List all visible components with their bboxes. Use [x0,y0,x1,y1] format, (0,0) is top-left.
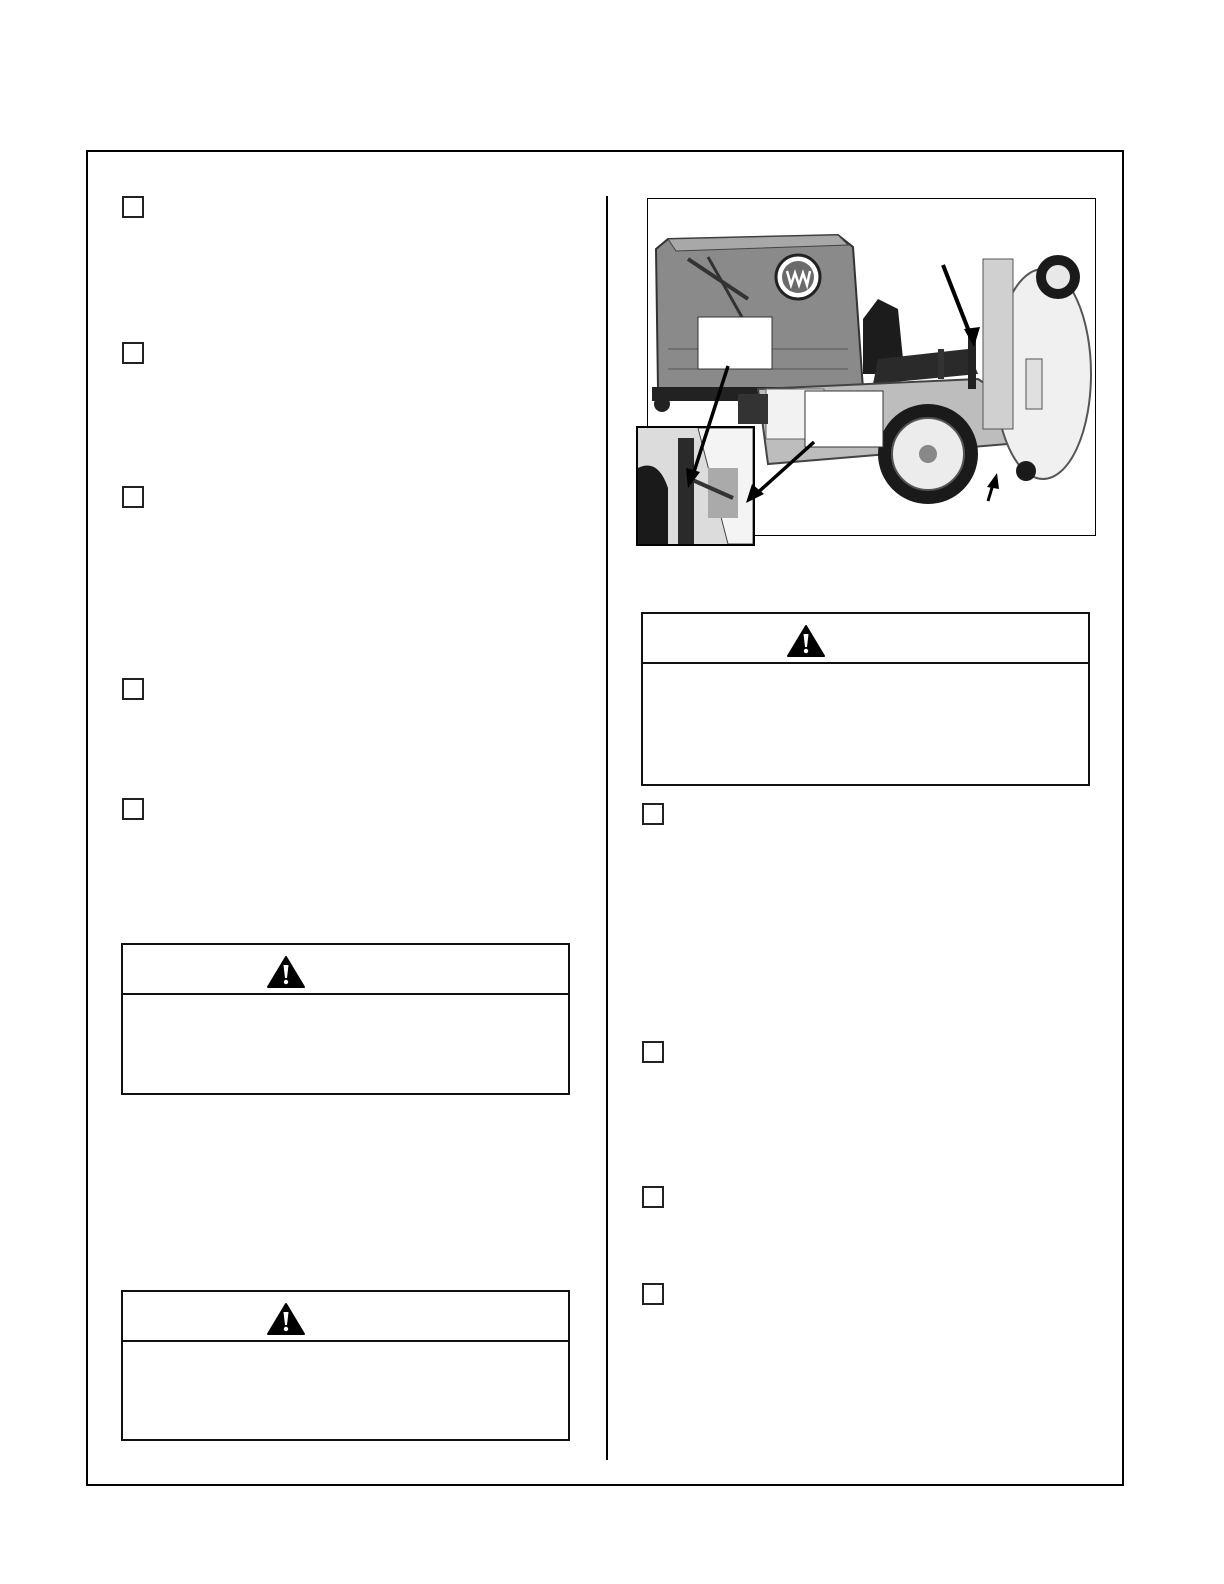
brand-logo-icon [776,255,820,299]
step-checkbox-5[interactable] [122,798,144,820]
callout-arrows [636,360,836,540]
column-divider [606,196,608,1460]
step-checkbox-9[interactable] [642,1283,664,1305]
warning-box-header [643,614,1088,664]
warning-triangle-icon [786,624,826,658]
warning-box-3 [641,612,1090,786]
step-checkbox-2[interactable] [122,342,144,364]
warning-triangle-icon [266,1302,306,1336]
step-checkbox-1[interactable] [122,196,144,218]
warning-box-1 [121,943,570,1095]
warning-box-header [123,945,568,995]
step-checkbox-7[interactable] [642,1041,664,1063]
warning-triangle-icon [266,955,306,989]
step-checkbox-4[interactable] [122,678,144,700]
step-checkbox-3[interactable] [122,486,144,508]
step-checkbox-8[interactable] [642,1186,664,1208]
warning-box-header [123,1292,568,1342]
step-checkbox-6[interactable] [642,803,664,825]
warning-box-2 [121,1290,570,1441]
